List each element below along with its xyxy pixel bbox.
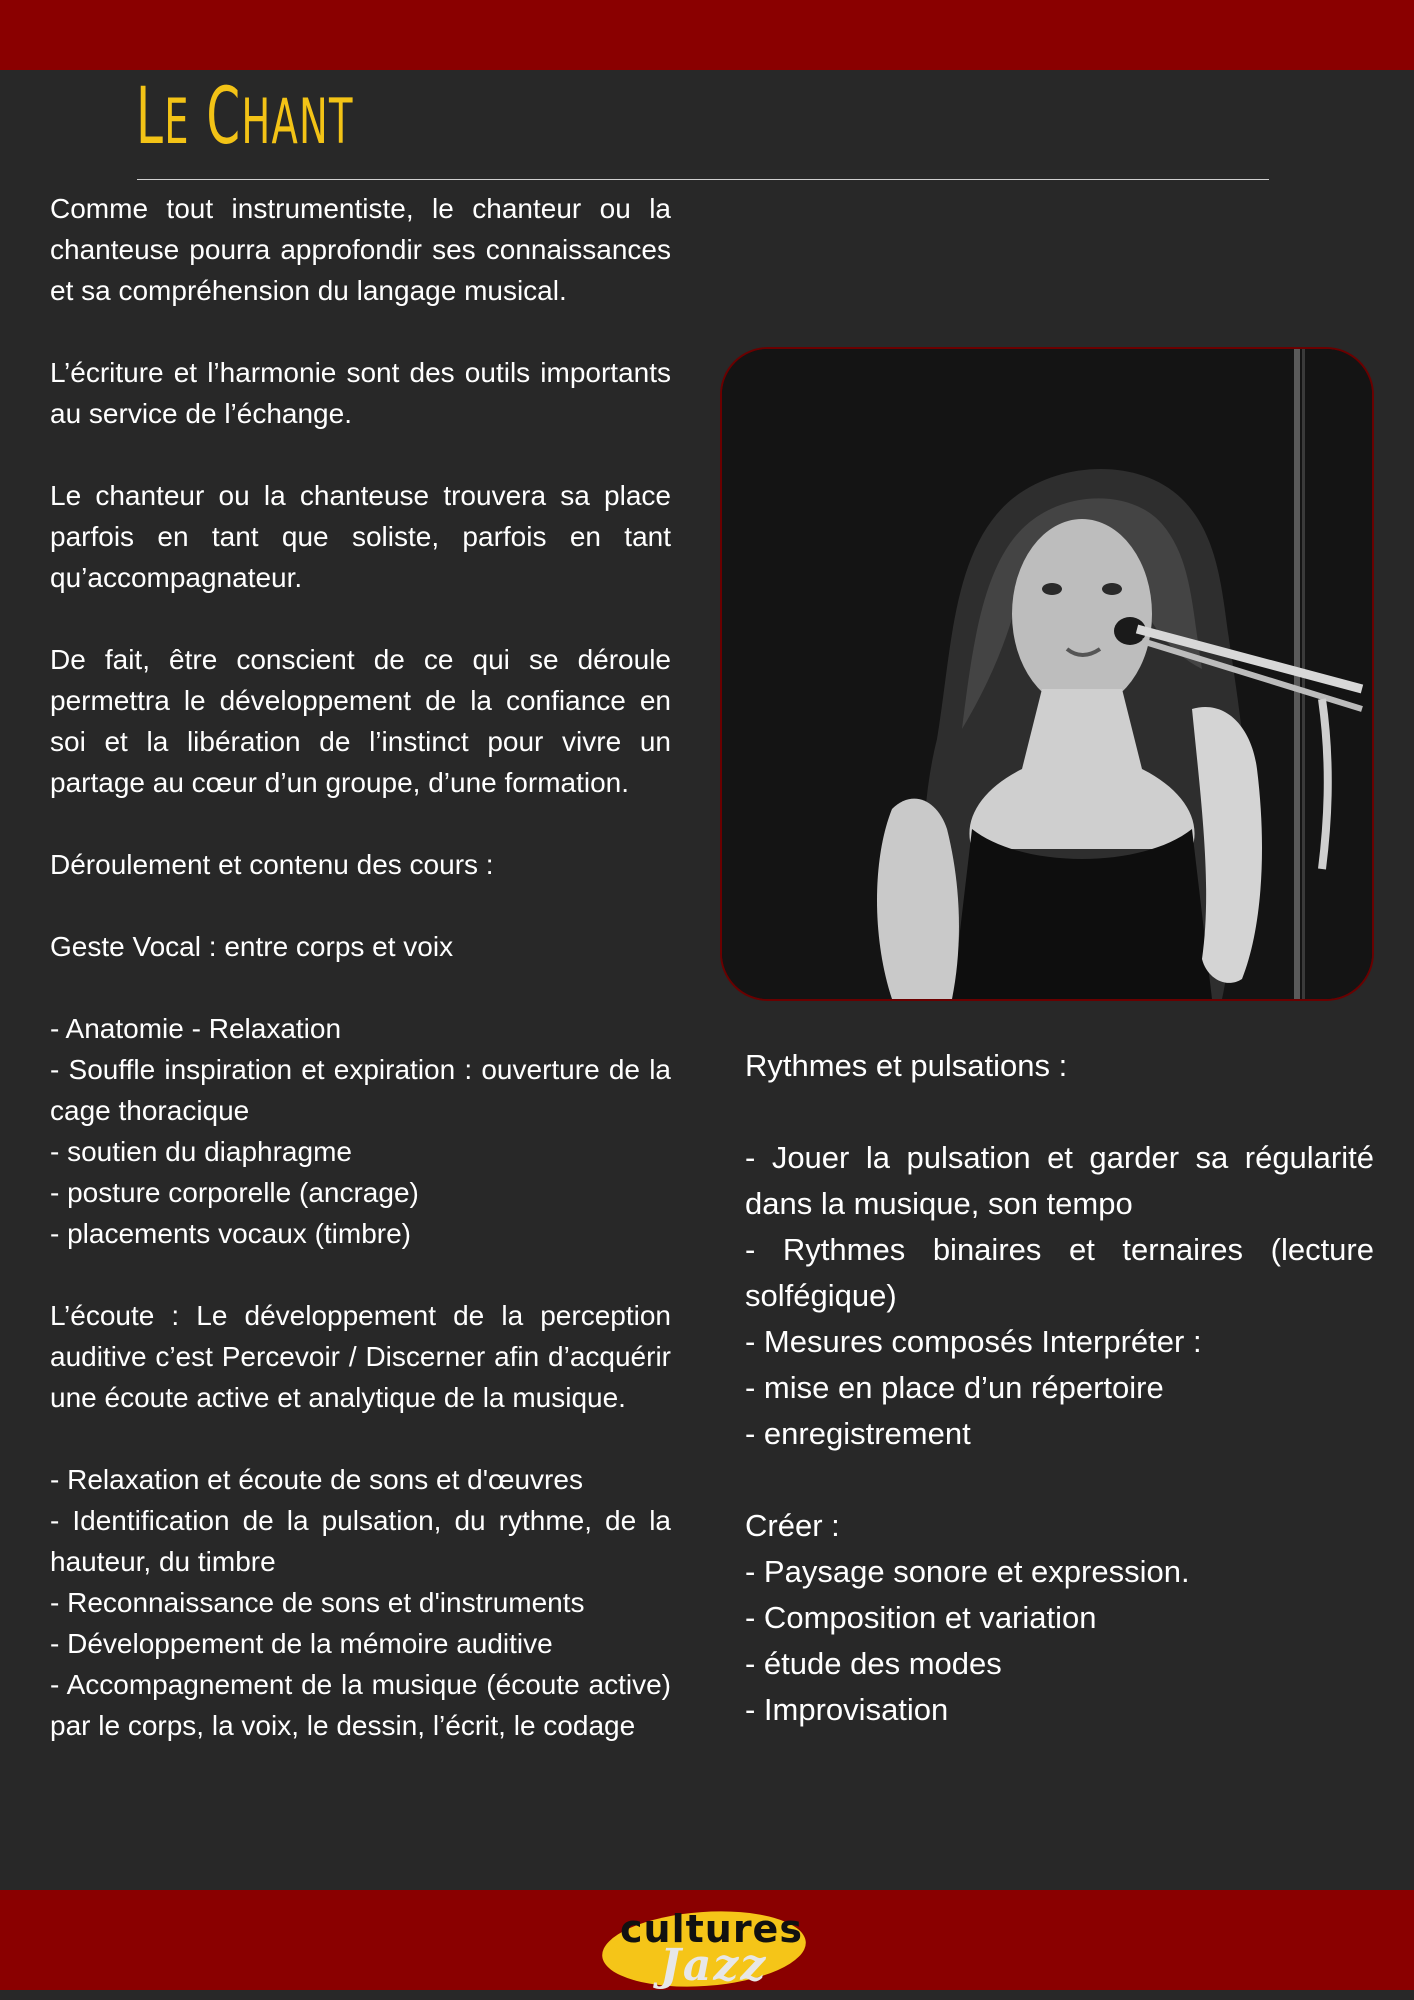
list-item: - mise en place d’un répertoire xyxy=(745,1370,1164,1405)
rhythm-list xyxy=(745,1135,1374,1457)
list-item: - Paysage sonore et expression. xyxy=(745,1554,1190,1589)
intro-paragraph-1: Comme tout instrumentiste, le chanteur ou la chanteuse pourra approfondir ses connaissances et sa compréhension du langage musical. xyxy=(50,193,671,306)
singer-photo xyxy=(720,347,1374,1001)
list-item: - Reconnaissance de sons et d'instruments xyxy=(50,1587,585,1618)
list-item: - Développement de la mémoire auditive xyxy=(50,1628,553,1659)
page-title: LE CHANT xyxy=(136,72,354,162)
listening-paragraph: L’écoute : Le développement de la perception auditive c’est Percevoir / Discerner afin d’acquérir une écoute active et analytique de la musique. xyxy=(50,1300,671,1413)
list-item: - Souffle inspiration et expiration : ouverture de la cage thoracique xyxy=(50,1054,671,1126)
rhythm-heading: Rythmes et pulsations : xyxy=(745,1048,1068,1083)
list-item: - posture corporelle (ancrage) xyxy=(50,1177,419,1208)
list-item: - placements vocaux (timbre) xyxy=(50,1218,412,1249)
left-column xyxy=(50,188,671,1787)
list-item: - Anatomie - Relaxation xyxy=(50,1013,342,1044)
vocal-list xyxy=(50,1008,671,1254)
listening-list xyxy=(50,1459,671,1746)
list-item: - Mesures composés Interpréter : xyxy=(745,1324,1202,1359)
title-divider xyxy=(137,179,1269,180)
intro-paragraph-4: De fait, être conscient de ce qui se déroule permettra le développement de la confiance en soi et la libération de l’instinct pour vivre un partage au cœur d’un groupe, d’une formation. xyxy=(50,644,671,798)
top-banner xyxy=(0,0,1414,70)
create-heading: Créer : xyxy=(745,1508,840,1543)
list-item: - Jouer la pulsation et garder sa régularité dans la musique, son tempo xyxy=(745,1140,1374,1221)
list-item: - Relaxation et écoute de sons et d'œuvres xyxy=(50,1464,583,1495)
intro-paragraph-3: Le chanteur ou la chanteuse trouvera sa place parfois en tant que soliste, parfois en tant qu’accompagnateur. xyxy=(50,480,671,593)
list-item: - soutien du diaphragme xyxy=(50,1136,352,1167)
cultures-jazz-logo xyxy=(602,1907,808,1991)
list-item: - Identification de la pulsation, du rythme, de la hauteur, du timbre xyxy=(50,1505,671,1577)
list-item: - Improvisation xyxy=(745,1692,949,1727)
list-item: - enregistrement xyxy=(745,1416,971,1451)
list-item: - Composition et variation xyxy=(745,1600,1097,1635)
list-item: - Accompagnement de la musique (écoute active) par le corps, la voix, le dessin, l’écrit, le codage xyxy=(50,1669,671,1741)
create-list xyxy=(745,1549,1374,1733)
logo-word-text: cultures xyxy=(620,1907,803,1951)
vocal-heading: Geste Vocal : entre corps et voix xyxy=(50,931,454,962)
list-item: - Rythmes binaires et ternaires (lecture solfégique) xyxy=(745,1232,1374,1313)
courses-heading: Déroulement et contenu des cours : xyxy=(50,849,494,880)
logo-jazz-text: Jazz xyxy=(660,1940,768,1991)
right-column xyxy=(745,1043,1374,1779)
list-item: - étude des modes xyxy=(745,1646,1002,1681)
singer-photo-illustration xyxy=(722,349,1372,999)
intro-paragraph-2: L’écriture et l’harmonie sont des outils importants au service de l’échange. xyxy=(50,357,671,429)
